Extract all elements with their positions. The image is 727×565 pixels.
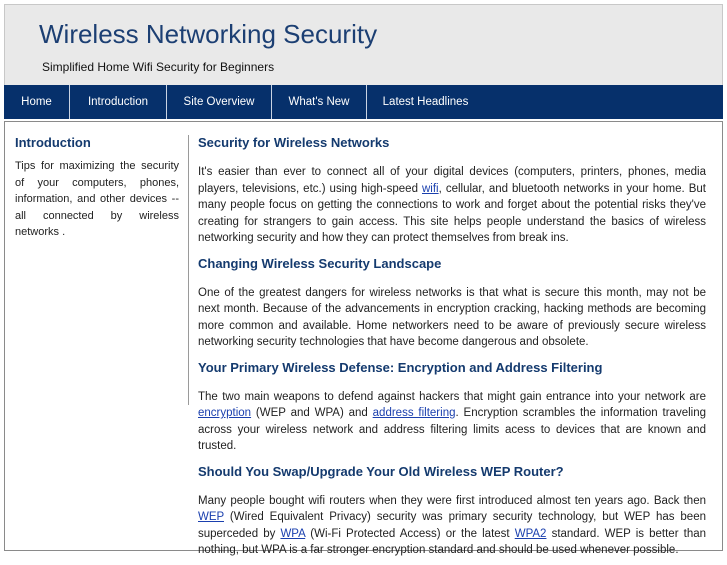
inline-link[interactable]: address filtering bbox=[372, 407, 456, 419]
nav-site-overview-link[interactable]: Site Overview bbox=[167, 85, 272, 119]
section-paragraph bbox=[198, 275, 706, 351]
sidebar bbox=[15, 132, 179, 241]
paragraph-text: The two main weapons to defend against hackers that might gain entrance into your network are bbox=[198, 390, 706, 403]
inline-link[interactable]: WPA bbox=[280, 527, 306, 540]
section-paragraph bbox=[198, 379, 706, 455]
site-tagline: Simplified Home Wifi Security for Beginners bbox=[42, 60, 275, 74]
sidebar-title: Introduction bbox=[15, 135, 91, 150]
inline-link[interactable]: encryption bbox=[198, 407, 252, 419]
paragraph-text: One of the greatest dangers for wireless networks is that what is secure this month, may not be next month. Because of the advancements in encryption cracking, hacking methods are becoming more common and available. Home networkers need to be aware of previously secure wireless networking security technologies that have become dangerous and obsolete. bbox=[198, 286, 706, 348]
nav-introduction-link[interactable]: Introduction bbox=[70, 85, 167, 119]
paragraph-text: (Wired Equivalent Privacy) security was primary security technology, but WEP has been superceded by bbox=[198, 511, 706, 540]
main-content bbox=[198, 132, 706, 565]
nav-whats-new-link[interactable]: What's New bbox=[272, 85, 367, 119]
inline-link[interactable]: WPA2 bbox=[514, 527, 547, 540]
main-navigation bbox=[4, 85, 723, 119]
paragraph-text: Many people bought wifi routers when they were first introduced almost ten years ago. Back then bbox=[198, 494, 706, 507]
inline-link[interactable]: WEP bbox=[198, 511, 224, 523]
sidebar-text: Tips for maximizing the security of your computers, phones, information, and other devices -- all connected by wireless networks . bbox=[15, 160, 179, 238]
paragraph-text: , cellular, and bluetooth networks in your home. But many people focus on getting the connections to work and forget about the potential risks they've creating for strangers to gain access. This site helps people understand the basics of wireless networking security and how they can protect themselves from break ins. bbox=[198, 182, 706, 244]
section-paragraph bbox=[198, 154, 706, 247]
content-frame bbox=[4, 121, 723, 556]
site-title[interactable]: Wireless Networking Security bbox=[39, 19, 378, 49]
inline-link[interactable]: wifi bbox=[422, 182, 439, 195]
paragraph-text: It's easier than ever to connect all of your digital devices (computers, printers, phones, media players, televisions, etc.) using high-speed bbox=[198, 166, 706, 195]
section-heading: Your Primary Wireless Defense: Encryption and Address Filtering bbox=[198, 359, 603, 375]
column-divider bbox=[188, 135, 189, 405]
paragraph-text: (Wi-Fi Protected Access) or the latest bbox=[305, 527, 515, 540]
paragraph-text: (WEP and WPA) and bbox=[251, 407, 373, 419]
section-heading: Should You Swap/Upgrade Your Old Wireless WEP Router? bbox=[198, 463, 564, 479]
nav-home-link[interactable]: Home bbox=[4, 85, 70, 119]
nav-latest-headlines-link[interactable]: Latest Headlines bbox=[382, 96, 469, 108]
site-header bbox=[4, 4, 723, 85]
paragraph-text: standard. WEP is better than nothing, but WPA is a far stronger encryption standard and should be used whenever possible. bbox=[198, 527, 706, 556]
section-heading: Changing Wireless Security Landscape bbox=[198, 255, 442, 271]
section-heading: Security for Wireless Networks bbox=[198, 135, 390, 150]
paragraph-text: . Encryption scrambles the information traveling across your wireless network and address filtering limits acess to devices that are known and trusted. bbox=[198, 407, 706, 452]
section-paragraph bbox=[198, 483, 706, 559]
